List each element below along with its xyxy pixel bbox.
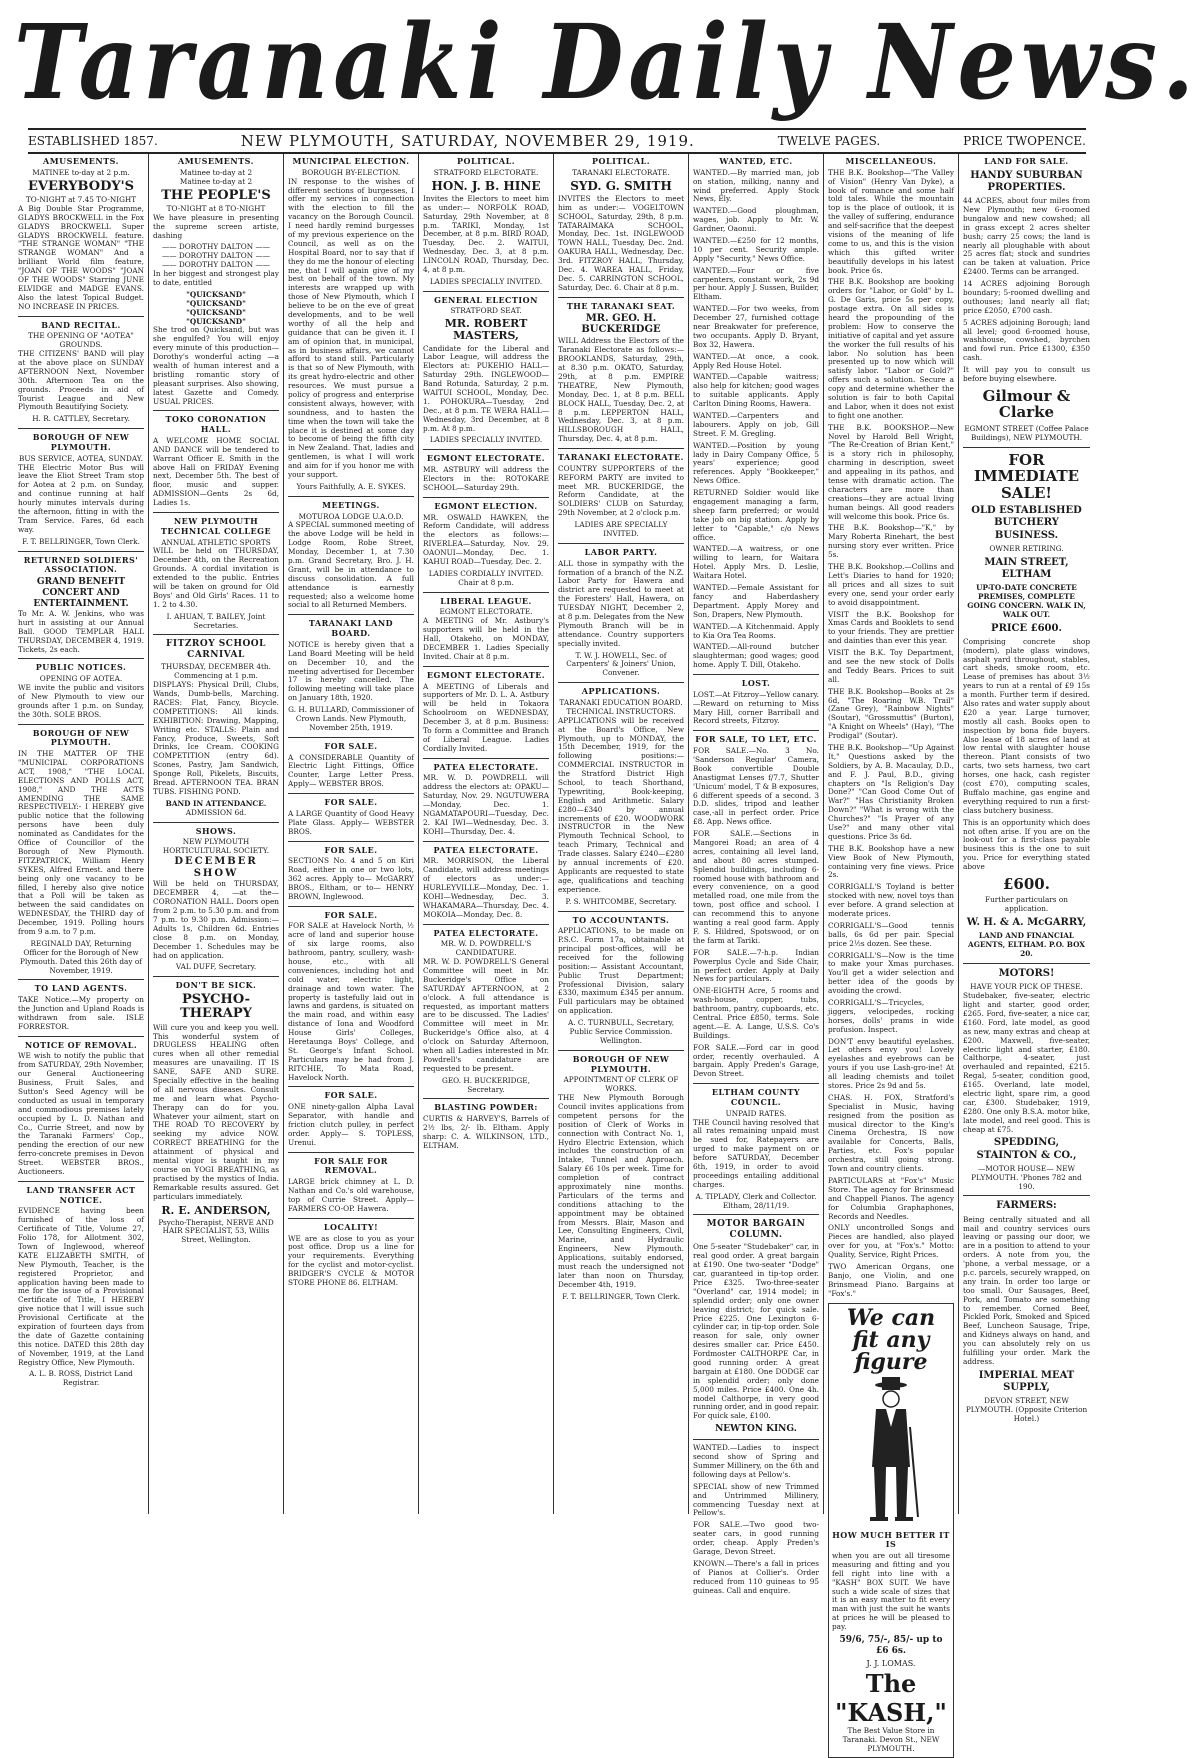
notice-subheading: BUS SERVICE, AOTEA, SUNDAY.	[19, 453, 143, 463]
notice-heading: LIBERAL LEAGUE.	[440, 595, 532, 606]
divider	[18, 1036, 144, 1037]
notice-signature: A. TIPLADY, Clerk and Collector. Eltham, 28/11/19.	[695, 1191, 817, 1210]
notice-line: TO-NIGHT at 8 TO-NIGHT	[166, 203, 266, 213]
theatre-name: EVERYBODY'S	[27, 178, 135, 194]
kash-advertisement	[828, 1303, 954, 1758]
notice-title: PSYCHO-THERAPY	[180, 992, 252, 1022]
notice-subheading: EGMONT ELECTORATE.	[439, 607, 533, 617]
notice-title: DECEMBER SHOW	[174, 856, 258, 880]
notice-body: A SPECIAL summoned meeting of the above Lodge will be held in Lodge Room, Robe Street, Monday, December 1, at 7.30 p.m. Grand Secretary, Bro. J. H. Grant, will be in attendance to discuss consolidation. A full attendance is earnestly requested; also a welcome home social to all Returned Members.	[288, 520, 415, 610]
notice-heading: ELTHAM COUNTY COUNCIL.	[711, 1087, 801, 1107]
dateline	[28, 128, 1086, 154]
divider	[558, 911, 684, 912]
notice-heading: LAND TRANSFER ACT NOTICE.	[26, 1184, 136, 1205]
ad-proprietor: J. J. LOMAS.	[866, 1658, 916, 1668]
classified-ad: DON'T envy beautiful eyelashes. Let others envy you! Lovely eyelashes and eyebrows can be yours if you use Lash-gro-ine! At all leading chemists and toilet stores. Price 2s 9d and 5s.	[828, 1036, 954, 1091]
notice-line: LADIES SPECIALLY INVITED.	[429, 435, 543, 445]
column-8	[959, 154, 1094, 1514]
notice-body: IN THE MATTER OF THE "MUNICIPAL CORPORATIONS ACT, 1908," "THE LOCAL ELECTIONS AND POLLS ACT, 1908," AND THE ACTS AMENDING THE SAME RESPECTIVELY:- I HEREBY give public notice that the following persons have been duly nominated as Candidates for the Office of Councillor of the Borough of New Plymouth. FITZPATRICK, William Henry SYKES, Alfred Ernest. and there being only one vacancy to be filled, I hereby also give notice that a Poll will be taken as between the said candidates on WEDNESDAY, the THIRD day of December, 1919. Polling hours from 9 a.m. to 7 p.m.	[18, 749, 144, 936]
divider	[423, 666, 549, 667]
classified-ad: 5 ACRES adjoining Borough; land all level; good 6-roomed house, washhouse, cowshed, byrchen and fowl run. Price £1300, £350 cash.	[963, 317, 1090, 363]
divider	[423, 924, 549, 925]
notice-signature: VAL DUFF, Secretary.	[175, 962, 257, 972]
classified-ad: FOR SALE.—7-h.p. Indian Powerplus Cycle and Side Chair, in perfect order. Apply at Daily News for particulars.	[693, 947, 819, 984]
classified-ad: FOR SALE.—Ford car in good order, recently overhauled. A bargain. Apply Preden's Garage, Devon Street.	[693, 1042, 819, 1079]
agent-name: Gilmour & Clarke	[982, 386, 1071, 422]
notice-line: TO-NIGHT at 7.45 TO-NIGHT	[25, 194, 137, 204]
notice-line: Chair at 8 p.m.	[458, 577, 514, 587]
notice-body: MR. OSWALD HAWKEN, the Reform Candidate, will address the electors as follows:— RIVERLEA—Saturday, Nov. 29. OAONUI—Monday, Dec. 1. KAHUI ROAD—Tuesday, Dec. 2.	[423, 512, 549, 566]
notice-heading: OPENING OF AOTEA.	[39, 674, 123, 684]
notice-heading: LABOR PARTY.	[584, 546, 658, 557]
notice-body: Invites the Electors to meet him as under:— NORFOLK ROAD, Saturday, 29th November, at 8 p.m. TARIKI, Monday, 1st December, at 8 p.m. BIRD ROAD, Tuesday, Dec. 2. WAITUI, Wednesday, Dec. 3, at 8 p.m. LINCOLN ROAD, Thursday, Dec. 4, at 8 p.m.	[423, 193, 549, 274]
classified-ad: CORRIGALL'S—Tricycles, jiggers, velocipedes, rocking horses, dolls' prams in wide profusion. Inspect.	[828, 998, 954, 1034]
notice-line: "QUICKSAND"	[186, 316, 246, 326]
column-1	[14, 154, 149, 1514]
notice-body: One 5-seater "Studebaker" car, in real good order. A great bargain at £190. One two-seater "Dodge" car, guaranteed in tip-top order. Price £325. Two-three-seater "Overland" car, 1914 model; in splendid order; only one owner leaving district; for quick sale. Price £225. One Lexington 6-cylinder car, in tip-top order. Sole reason for sale, only owner desires smaller car. Price £450. Fordmoster CALTHORPE Car, in good running order. A great bargain at £180. One DODGE car in splendid order; only done 5,000 miles. Price £400. One 4h. model Calthorpe, in very good running order, and in good repair. For quick sale, £100.	[693, 1242, 819, 1421]
classified-ad: CORRIGALL'S—Now is the time to make your Xmas purchases. You'll get a wider selection and better idea of the goods by avoiding the crowd.	[828, 950, 954, 996]
notice-signature: I. AHUAN, T. BAILEY, Joint Secretaries.	[166, 611, 266, 630]
notice-heading: FOR SALE.	[324, 1090, 378, 1101]
notice-line: BAND IN ATTENDANCE.	[165, 798, 267, 808]
section-heading: WANTED, ETC.	[719, 156, 793, 166]
notice-body: FOR SALE at Havelock North, ½ acre of land and superior house of six large rooms, also bathroom, pantry, scullery, wash-house, etc., with all conveniences, including hot and cold water, electric light, drainage and town water. The property is tastefully laid out in lawns and gardens, is situated on the main road, and within easy distance of Iona and Woodford House Girls' Colleges, Heretaunga Boys' College, and St. George's Infant School. Particulars may be had from J. RITCHIE, To Mata Road, Havelock North.	[288, 921, 414, 1082]
column-2	[149, 154, 284, 1514]
divider	[423, 291, 549, 292]
notice-heading: EGMONT ELECTORATE.	[426, 669, 546, 680]
notice-line: ADMISSION 6d.	[185, 807, 247, 817]
classified-ad: LOST.—At Fitzroy—Yellow canary.—Reward on returning to Miss Mary Hill, corner Barriball and Record streets, Fitzroy.	[693, 689, 819, 726]
divider	[153, 512, 279, 513]
divider	[423, 592, 549, 593]
divider	[693, 674, 819, 675]
divider	[693, 730, 819, 731]
notice-heading: PATEA ELECTORATE.	[433, 927, 539, 938]
classified-ad: WANTED.—Position by young lady in Dairy Company Office, 5 years' experience; good references. Apply "Bookkeeper," News Office.	[693, 440, 819, 486]
divider	[288, 496, 414, 497]
notice-line: LADIES ARE SPECIALLY INVITED.	[574, 520, 668, 539]
notice-title: MR. ROBERT MASTERS,	[444, 317, 528, 343]
notice-title: MR. GEO. H. BUCKERIDGE	[581, 313, 661, 336]
divider	[153, 822, 279, 823]
divider	[18, 316, 144, 317]
notice-heading: BAND RECITAL.	[41, 319, 121, 330]
notice-subheading: STRATFORD SEAT.	[450, 306, 522, 316]
ad-headline: We can fit any	[846, 1304, 936, 1353]
ad-prices: 59/6, 75/-, 85/- up to £6 6s.	[839, 1635, 943, 1656]
section-heading: POLITICAL.	[456, 156, 516, 166]
column-7	[824, 154, 959, 1754]
notice-line: LADIES CORDIALLY INVITED.	[428, 568, 544, 578]
classified-ad: THE B.K. BOOKSHOP.—New Novel by Harold Bell Wright, "The Re-Creation of Brian Kent," is a story rich in philosophy, charming in description, sweet and appealing in its pathos, and tense with dramatic action. The characters are more than creations—they are actual living human beings. All good readers will welcome this book. Price 6s.	[828, 422, 954, 521]
classified-ad: 44 ACRES, about four miles from New Plymouth; new 6-roomed bungalow and new cowshed; all in grass except 2 acres shelter bush; carry 25 cows; the land is nearly all ploughable with about 25 acres flat; stock and sundries can be taken at valuation. Price £2400. Terms can be arranged.	[963, 196, 1090, 277]
divider	[288, 793, 414, 794]
classified-ad: WANTED.—Ladies to inspect second show of Spring and Summer Millinery, on the 6th and following days at Pellow's.	[693, 1443, 819, 1479]
notice-signature: F. T. BELLRINGER, Town Clerk.	[22, 536, 140, 546]
notice-line: UP-TO-DATE CONCRETE PREMISES, COMPLETE GOING CONCERN. WALK IN, WALK OUT.	[967, 583, 1086, 619]
divider	[963, 963, 1090, 964]
notice-body: Will cure you and keep you well. This wonderful system of DRUGLESS HEALING often cures when all other remedial measures are unavailing. IT IS SANE, SAFE AND SURE. Specially effective in the healing of all nervous diseases. Consult me and learn what Psycho-Therapy can do for you. Whatever your ailment, start on THE ROAD TO RECOVERY by seeking my advice NOW. CORRECT BREATHING for the attainment of physical and mental vigor is taught in my course on YOGI BREATHING, as practised by the mystics of India. Remarkable results assured. Get particulars immediately.	[153, 1022, 279, 1201]
notice-subheading: ANNUAL ATHLETIC SPORTS	[161, 537, 271, 547]
notice-body: DISPLAYS: Physical Drill, Clubs, Wands, Dumb-bells, Marching. RACES: Flat, Fancy, Bicycle. COMPETITIONS: All kinds. EXHIBITION: Drawing, Mapping, Writing etc. STALLS: Plain and Fancy, Produce, Sweets, Soft Drinks, Ice Cream. COOKING COMPETITION (entry 6d). Scones, Pastry, Jam Sandwich, Sponge Roll, Pikelets, Biscuits, Bread. AFTERNOON TEA. BRAN TUBS. FISHING POND.	[153, 680, 279, 796]
notice-body: EVIDENCE having been furnished of the loss of Certificate of Title, Volume 27, Folio 178, for Allotment 302, Town of Inglewood, whereof KATE ELIZABETH SMITH, of New Plymouth, Teacher, is the registered Proprietor, and application having been made to me for the issue of a Provisional Certificate of Title, I HEREBY give notice that I will issue such Provisional Certificate at the expiration of fourteen days from the date of Gazette containing this notice. DATED this 28th day of November, 1919, at the Land Registry Office, New Plymouth.	[18, 1206, 144, 1367]
classified-ad: THE B.K. Bookshop are booking orders for "Labor, or Gold" by L. G. De Garis, price 5s per copy, postage extra. On all sides is heard the propounding of the problem: How to conserve the initiative of capital and yet assure the worker the full results of his labor. No solution has been presented up to now which will satisfy labor. "Labor or Gold?" offers such a solution. Secure a copy and determine whether the solution is fair to both Capital and Labor, when it does not exist to fight one another.	[828, 277, 954, 420]
notice-heading: EGMONT ELECTION.	[434, 500, 538, 511]
notice-body: Candidate for the Liberal and Labor League, will address the Electors at: PUKEHIO HALL—Saturday 29th. INGLEWOOD—Band Rotunda, Saturday, 2 p.m. WAITUI SCHOOL, Monday, Dec. 1. POHOKURA—Tuesday, 2nd Dec., at 8 p.m. TE WERA HALL—Wednesday, 3rd December, at 8 p.m. At 8 p.m.	[423, 343, 549, 433]
agent-name: IMPERIAL MEAT SUPPLY,	[978, 1369, 1075, 1393]
notice-subheading: MR. W. D. POWDRELL'S CANDIDATURE.	[440, 939, 532, 958]
classified-ad: CHAS. H. FOX, Stratford's Specialist in Music, having resigned from the position as musical director to the King's Cinema Orchestra, IS now available for Concerts, Balls, Parties, etc. Fox's popular orchestra, still going strong. Town and country clients.	[828, 1092, 954, 1174]
section-heading: SHOWS.	[195, 825, 237, 836]
pages-label: TWELVE PAGES.	[777, 134, 881, 148]
classified-ad: WANTED.—Carpenters and labourers. Apply on job, Gill Street. F. M. Gregling.	[693, 411, 819, 438]
notice-body: WILL Address the Electors of the Taranaki Electorate as follows:— BROOKLANDS, Saturday, 29th, at 8.30 p.m. OKATO, Saturday, 29th, at 8 p.m. EMPIRE THEATRE, New Plymouth, Monday, Dec. 1, at 8 p.m. BELL BLOCK HALL, Tuesday, Dec. 2, at 8 p.m. LEPPERTON HALL, Wednesday, Dec. 3, at 8 p.m. HILLSBOROUGH HALL, Thursday, Dec. 4, at 8 p.m.	[558, 336, 684, 444]
classified-ad: ONE-EIGHTH Acre, 5 rooms and wash-house, copper, tubs, bathroom, pantry, cupboards, etc. Central. Price £850, terms. Sole agent.—E. A. Lange, U.S.S. Co's Buildings.	[693, 986, 819, 1040]
notice-body: THE New Plymouth Borough Council invites applications from competent persons for the position of Clerk of Works in connection with Contract No. 1, Hydro Electric Extension, which includes the construction of an Intake, Tunnel and Approach. Salary £6 10s per week. Time for completion of contract approximately nine months. Particulars of the terms and conditions attaching to the appointment may be obtained from Messrs. Blair, Mason and Lee, Consulting Engineers, Civil, Marine, and Hydraulic Engineers, New Plymouth. Applications, suitably endorsed, must reach the undersigned not later than noon on Thursday, December 4th, 1919.	[558, 1093, 684, 1289]
divider	[423, 841, 549, 842]
classified-ad: WANTED.—By married man, job on station, milking, nanny and wind preferred. Apply Stock News, Ely.	[693, 167, 819, 204]
notice-line: "QUICKSAND"	[186, 307, 246, 317]
notice-body: THE Council having resolved that all rates remaining unpaid must be sued for, Ratepayers are urged to make payment on or before SATURDAY, December 6th, 1919, in order to avoid proceedings entailing additional charges.	[693, 1117, 819, 1189]
notice-title: SYD. G. SMITH	[570, 178, 672, 193]
notice-heading: NEW PLYMOUTH HORTICULTURAL SOCIETY.	[162, 837, 270, 856]
ad-tagline: The Best Value Store in Taranaki. Devon St., NEW PLYMOUTH.	[842, 1726, 940, 1754]
notice-heading: TO LAND AGENTS.	[34, 983, 128, 994]
agent-address: —MOTOR HOUSE— NEW PLYMOUTH. 'Phones 782 and 190.	[971, 1163, 1082, 1191]
agent-address: LAND AND FINANCIAL AGENTS, ELTHAM. P.O. BOX 20.	[968, 931, 1085, 959]
notice-heading: FITZROY SCHOOL CARNIVAL	[166, 639, 266, 661]
notice-line: Commencing at 1 p.m.	[174, 671, 258, 681]
notice-body: A LARGE Quantity of Good Heavy Plate Glass. Apply— WEBSTER BROS.	[288, 808, 414, 836]
notice-body: WILL be held on THURSDAY, December 4th, on the Recreation Grounds. A cordial invitation is extended to the public. Entries will be taken on ground for Old Boys' and Old Girls' Races. 11 to 1. 2 to 4.30.	[153, 546, 279, 609]
divider	[423, 497, 549, 498]
column-3	[284, 154, 419, 1514]
ad-headline: figure	[854, 1348, 928, 1375]
divider	[288, 737, 414, 738]
section-heading: LAND FOR SALE.	[984, 156, 1069, 166]
notice-body: LARGE brick chimney at L. D. Nathan and Co.'s old warehouse, top of Currie Street. Apply— FARMERS CO-OP. Hawera.	[288, 1177, 414, 1213]
classified-ad: THE B.K. Bookshop have a new View Book of New Plymouth, containing very fine views. Price 2s.	[828, 843, 954, 880]
divider	[558, 1050, 684, 1051]
notice-body: WE wish to notify the public that from SATURDAY, 29th November, our General Auctioneering Business, Fruit Sales, and Sutton's Seed Agency will be conducted as usual in temporary and commodious premises lately occupied by L. D. Nathan and Co., Currie Street, and now by the Taranaki Farmers' Cop., pending the erection of our new ferro-concrete premises in Devon Street. WEBSTER BROS., Auctioneers.	[18, 1051, 144, 1177]
classified-ad: THE B.K. Bookshop—"The Valley of Vision" (Henry Van Dyke), a book of romance and some half told tales. While the mountain top is the place of outlook, it is the valley of suffering, endurance and self-sacrifice that the deepest visions of the meaning of life come to us, and this is the vision which this gifted writer beautifully develops in his latest book. Price 6s.	[828, 167, 954, 275]
notice-heading: FOR SALE.	[324, 844, 378, 855]
notice-title: HANDY SUBURBAN PROPERTIES.	[970, 169, 1083, 193]
notice-heading: MOTUROA LODGE U.A.O.D.	[298, 511, 404, 521]
classified-ad: WANTED.—£250 for 12 months, 10 per cent. Security ample. Apply "Security," News Office.	[693, 235, 819, 263]
notice-line: Matinee to-day at 2	[179, 167, 253, 177]
notice-heading: NOTICE OF REMOVAL.	[24, 1039, 138, 1050]
notice-heading: TOKO CORONATION HALL.	[165, 414, 267, 435]
divider	[18, 551, 144, 552]
notice-signature: Yours Faithfully, A. E. SYKES.	[296, 481, 406, 491]
notice-line: LADIES SPECIALLY INVITED.	[429, 276, 543, 286]
established-label: ESTABLISHED 1857.	[28, 134, 158, 148]
notice-body: To Mr. A. W. Jenkins, who was hurt in assisting at our Annual Ball. GOOD TEMPLAR HALL THURSDAY, DECEMBER 4, 1919. Tickets, 2s each.	[18, 608, 144, 654]
notice-signature: Psycho-Therapist, NERVE AND HAIR SPECIALIST, 53, Willis Street, Wellington.	[158, 1217, 274, 1245]
ad-body: when you are out all tiresome measuring and fitting and you fell right into line with a "KASH" BOX SUIT. We have such a wide scale of sizes that it is an easy matter to fit every man with just the suit he wants at prices he will be pleased to pay.	[832, 1551, 950, 1632]
notice-title: FOR IMMEDIATE SALE!	[973, 450, 1080, 502]
notice-heading: DON'T BE SICK.	[175, 980, 257, 991]
divider	[963, 447, 1090, 448]
classified-ad: WANTED.—For two weeks, from December 27, furnished cottage near Breakwater for preference, two occupants. Apply D. Bryant, Box 32, Hawera.	[693, 304, 819, 349]
notice-heading: FOR SALE.	[324, 740, 378, 751]
notice-heading: EGMONT ELECTORATE.	[426, 453, 546, 464]
notice-line: —— DOROTHY DALTON ——	[161, 251, 271, 261]
notice-signature: A. L. B. ROSS, District Land Registrar.	[29, 1369, 133, 1388]
divider	[18, 658, 144, 659]
notice-subheading: HAVE YOUR PICK OF THESE.	[970, 982, 1083, 992]
notice-heading: LOCALITY!	[323, 1221, 379, 1232]
ad-subheading: HOW MUCH BETTER IT IS	[832, 1529, 950, 1550]
divider	[693, 1083, 819, 1084]
classified-ad: CORRIGALL'S Toyland is better stocked with new, novel toys than ever before. A grand selection at moderate prices.	[828, 882, 954, 918]
section-heading: FARMERS:	[996, 1200, 1057, 1212]
notice-body: A MEETING of Mr. Astbury's supporters will be held in the Hall, Otakeho, on MONDAY, DECEMBER 1. Ladies Specially Invited. Chair at 8 p.m.	[423, 616, 549, 661]
notice-body: THE CITIZENS' BAND will play at the above place on SUNDAY AFTERNOON Next, November 30th. Afternoon Tea on the grounds. Proceeds in aid of Tourist League and New Plymouth Beautifying Society.	[18, 349, 144, 412]
notice-heading: TARANAKI ELECTORATE.	[558, 452, 684, 463]
section-heading: POLITICAL.	[591, 156, 651, 166]
section-heading: MISCELLANEOUS.	[845, 156, 937, 166]
agent-name: W. H. & A. McGARRY,	[966, 917, 1087, 929]
notice-subheading: TARANAKI ELECTORATE.	[572, 167, 670, 177]
classified-ad: SPECIAL show of new Trimmed and Untrimmed Millinery, commencing Tuesday next at Pellow's.	[693, 1481, 819, 1518]
classified-ad: WANTED.—A Kitchenmaid. Apply to Kia Ora Tea Rooms.	[693, 621, 819, 640]
notice-subheading: THE OPENING OF "AOTEA" GROUNDS.	[28, 331, 134, 350]
gentleman-illustration-icon	[856, 1377, 926, 1527]
theatre-name: THE PEOPLE'S	[161, 187, 271, 203]
agent-address: DEVON STREET, NEW PLYMOUTH. (Opposite Criterion Hotel.)	[965, 1396, 1088, 1423]
notice-line: —— DOROTHY DALTON ——	[161, 242, 271, 252]
notice-body: ALL those in sympathy with the formation of a branch of the N.Z. Labor Party for Hawera and district are requested to meet at the Foresters' Hall, Hawera, on TUESDAY NIGHT, December 2, at 8 p.m. Delegates from the New Plymouth Branch will be in attendance. Country supporters specially invited.	[558, 558, 684, 648]
divider	[18, 428, 144, 429]
notice-body: IN response to the wishes of different sections of burgesses, I offer my services in connection with the election to fill the vacancy on the Borough Council. I need hardly remind burgesses of my previous experience on the Council, as well as on the Hospital Board, nor to say that if they do me the honour of electing me, that I will again give of my best on behalf of the town. My interests are wrapped up with those of New Plymouth, which I believe to be on the eve of great developments, and to be well worthy of all the help and guidance that can be given it. I am of opinion that, in municipal, as in business affairs, we cannot afford to stand still. Particularly is that so of New Plymouth, with its great hydro-electric and other resources. We must pursue a policy of progress and enterprise consistent always, however, with soundness, and to hasten the time when the town will take the place it is destined at some day to become of being the fifth city in New Zealand. That, ladies and gentlemen, is what I will work and aim for if you honor me with your support.	[288, 176, 414, 480]
section-heading: MUNICIPAL ELECTION.	[292, 156, 410, 166]
divider	[288, 1218, 414, 1219]
classified-ad: FOR SALE.—No. 3 No. 'Sanderson Regular' Camera, Book convertible Double Anastigmat Lenses f/7.7, Shutter 'Unicum' model, T & B exposures, 6 different speeds of a second. 3 D.D. slides, tripod and leather case,-all in perfect order. Price £8. App. News office.	[693, 746, 819, 827]
notice-heading: RETURNED SOLDIERS' ASSOCIATION.	[23, 554, 139, 575]
section-heading: AMUSEMENTS.	[43, 156, 119, 166]
notice-line: MATINEE to-day at 2 p.m.	[32, 167, 130, 177]
classified-ad: THE B.K. Bookshop—"K," by Mary Roberta Rinehart, the best nursing story ever written. Price 5s.	[828, 523, 954, 560]
classified-ad: THE B.K. Bookshop—Books at 2s 6d, "The Roaring W.B. Trail" (Zane Grey), "Rainbow Nights" (Soutar), "Grossmuttis" (Burton), "A Knight on Wheels" (Hay), "The Prodigal" (Soutar).	[828, 686, 954, 741]
notice-body: A Big Double Star Programme, GLADYS BROCKWELL in the Fox GLADYS BROCKWELL Super GLADYS BROCKWELL feature. "THE STRANGE WOMAN" "THE STRANGE WOMAN" And a brilliant World film feature, "JOAN OF THE WOODS" "JOAN OF THE WOODS" Starring JUNE ELVIDGE and MADGE EVANS. Also the latest Topical Budget. NO INCREASE IN PRICES.	[18, 203, 144, 311]
classified-ad: 14 ACRES adjoining Borough boundary; 5-roomed dwelling and outhouses; land nearly all flat; price £2050, £700 cash.	[963, 279, 1090, 315]
classified-ad: PARTICULARS at "Fox's" Music Store. The agency for Brinsmead and Chappell Pianos. The agency for Columbia Graphaphones, Records and Needles.	[828, 1175, 954, 1221]
notice-line: Matinee to-day at 2	[179, 176, 253, 186]
notice-heading: NEW PLYMOUTH TECHNICAL COLLEGE	[160, 516, 272, 536]
notice-body: Comprising concrete shop (modern), plate glass windows, asphalt yard throughout, stables, cart sheds, smoke room, etc. Lease of premises has about 3½ years to run at a rental of £9 15s a month. Further term if desired. Also rates and water supply about £20 a year. Large turnover, mostly all cash. Books open to inspection by bona fide buyers. Also lease of 18 acres of land at low rental with slaughter house thereon. Plant consists of two carts, two sets harness, two cart horses, one hack, cash register (cost £70), computing scales, Buffalo machine, gas engine and everything required to run a first-class butchery business.	[963, 636, 1090, 815]
agent-address: EGMONT STREET (Coffee Palace Buildings), NEW PLYMOUTH.	[964, 423, 1089, 442]
notice-line: "QUICKSAND"	[186, 298, 246, 308]
notice-body: We have pleasure in presenting the supreme screen artiste, dashing	[153, 212, 279, 240]
notice-heading: FOR SALE FOR REMOVAL.	[314, 1155, 388, 1176]
notice-signature: H. R. CATTLEY, Secretary.	[32, 414, 130, 424]
notice-body: This is an opportunity which does not often arise. If you are on the look-out for a first-class payable business this is the one to suit you. Price for everything stated above	[963, 817, 1090, 872]
agent-name: SPEDDING, STAINTON & CO.,	[976, 1137, 1077, 1161]
notice-signature: REGINALD DAY, Returning Officer for the Borough of New Plymouth. Dated this 26th day of November, 1919.	[20, 938, 142, 975]
notice-body: APPLICATIONS will be received at the Board's Office, New Plymouth, up to MONDAY, the 15th December, 1919, for the following positions:— COMMERCIAL INSTRUCTOR in the Stratford District High School, to teach Shorthand, Typewriting, Book-keeping, English and Arithmetic. Salary £280—£340 by annual increments of £20. WOODWORK INSTRUCTOR in the New Plymouth Technical School, to teach Primary, Technical and Trade classes. Salary £240—£280 by annual increments of £20. Applicants are requested to state age, qualifications and teaching experience.	[558, 715, 684, 894]
classified-ad: VISIT the B.K. Bookshop for Xmas Cards and Booklets to send to your friends. They are prettier and dainties than ever this year.	[828, 609, 954, 646]
notice-line: —— DOROTHY DALTON ——	[161, 260, 271, 270]
notice-heading: TARANAKI LAND BOARD.	[308, 618, 394, 639]
notice-heading: MOTOR BARGAIN COLUMN.	[706, 1219, 806, 1241]
divider	[288, 1086, 414, 1087]
notice-body: She trod on Quicksand, but was she engulfed? You will enjoy every minute of this production—Dorothy's wonderful acting —a wealth of human interest and a bristling romantic story of pleasant surprises. Also showing, latest Gazette and Comedy. USUAL PRICES.	[153, 325, 279, 406]
divider	[693, 1439, 819, 1440]
notice-heading: FOR SALE.	[324, 797, 378, 808]
divider	[153, 976, 279, 977]
divider	[423, 758, 549, 759]
divider	[963, 1195, 1090, 1196]
divider	[153, 634, 279, 635]
notice-signature: T. W. J. HOWELL, Sec. of Carpenters' & Joiners' Union, Convener.	[566, 650, 676, 678]
classified-ad: WANTED.—Good ploughman, wages, job. Apply to Mr. W. Gardner, Oaonui.	[693, 206, 819, 234]
notice-subheading: UNPAID RATES.	[725, 1108, 787, 1118]
notice-signature: P. S. WHITCOMBE, Secretary.	[565, 896, 677, 906]
notice-body: Will be held on THURSDAY, DECEMBER 4, —at the— CORONATION HALL. Doors open from 2 p.m. to 5.30 p.m. and from 7 p.m. to 9.30 p.m. Admission:—Adults 1s, Children 6d. Entries close 8 p.m. on Monday, December 1. Schedules may be had on application.	[153, 879, 279, 960]
notice-body: MR. ASTBURY will address the Electors in the: ROTOKARE SCHOOL—Saturday 29th.	[423, 465, 549, 492]
notice-body: SECTIONS No. 4 and 5 on Kiri Road, either in one or two lots, 362 acres. Apply to— McGARRY BROS., Eltham, or to— HENRY BROWN, Inglewood.	[288, 856, 414, 901]
notice-heading: BOROUGH OF NEW PLYMOUTH.	[572, 1053, 670, 1074]
divider	[18, 979, 144, 980]
newspaper-title: Taranaki Daily News.	[14, 1, 1199, 123]
section-heading: LOST.	[741, 678, 771, 689]
notice-body: MR. W. D. POWDRELL will address the electors at: OPAKU—Saturday, Nov. 29. NGUTUWERA—Monday, Dec. 1. NGAMATAPOURI—Tuesday, Dec. 2. KAI IWI—Wednesday, Dec. 3. KOHI—Thursday, Dec. 4.	[423, 773, 549, 836]
notice-body: ONE ninety-gallon Alpha Laval Separator, with handle and friction clutch pulley, in perfect order. Apply— S. TOPLESS, Urenui.	[288, 1102, 414, 1147]
divider	[423, 449, 549, 450]
section-heading: APPLICATIONS.	[581, 686, 661, 697]
column-6	[689, 154, 824, 1595]
notice-heading: TO ACCOUNTANTS.	[572, 914, 670, 925]
notice-subheading: BOROUGH BY-ELECTION.	[301, 167, 401, 177]
classified-ad: WANTED.—At once, a cook. Apply Red House Hotel.	[693, 351, 819, 370]
date-place-label: NEW PLYMOUTH, SATURDAY, NOVEMBER 29, 1919.	[240, 132, 695, 150]
notice-body: CURTIS & HARVEY'S, Barrels of 2½ lbs, 2/- lb. Eltham. Apply sharp: C. A. WILKINSON, LTD., ELTHAM.	[423, 1114, 549, 1150]
notice-body: TAKE Notice.—My property on the Junction and Upland Roads is withdrawn from sale. ISLE FORRESTOR.	[18, 995, 144, 1031]
section-heading: AMUSEMENTS.	[178, 156, 254, 166]
column-5	[554, 154, 689, 1514]
divider	[558, 543, 684, 544]
classified-ad: TWO American Organs, one Banjo, one Violin, and one Brinsmead Piano. Bargains at "Fox's."	[828, 1261, 954, 1298]
classified-ad: It will pay you to consult us before buying elsewhere.	[963, 365, 1090, 384]
classified-ad: WANTED.—Capable waitress; also help for kitchen; good wages to suitable applicants. Apply Carlton Dining Rooms, Hawera.	[693, 372, 819, 409]
columns	[14, 154, 1100, 1754]
notice-signature: NEWTON KING.	[715, 1424, 797, 1435]
notice-signature: GEO. H. BUCKERIDGE, Secretary.	[442, 1075, 530, 1094]
classified-ad: CORRIGALL'S—Good tennis balls, 6s 6d per pair. Special price 2½s dozen. See these.	[828, 920, 954, 948]
classified-ad: FOR SALE.—Sections in Mangorei Road; an area of 4 acres, containing all level land, and about 80 acres stumped. Splendid buildings, including 6-roomed house with bathroom and every convenience, on a good metalled road, one mile from the town, post office and school. I can recommend this to anyone wanting a real good farm. Apply F. S. Hildred, Spotswood, or on the farm at Tariki.	[693, 829, 819, 945]
notice-heading: TARANAKI EDUCATION BOARD. TECHNICAL INSTRUCTORS.	[559, 698, 683, 716]
notice-signature: A. C. TURNBULL, Secretary, Public Service Commission. Wellington.	[567, 1018, 675, 1045]
classified-ad: VISIT the B.K. Toy Department, and see the new stock of Dolls and Teddy Bears. Prices to suit all.	[828, 648, 954, 684]
notice-heading: BOROUGH OF NEW PLYMOUTH.	[32, 432, 130, 452]
notice-body: MR. MORRISON, the Liberal Candidate, will address meetings of electors as under:— HURLEYVILLE—Monday, Dec. 1. KOHI—Wednesday, Dec. 3. WHAKAMARA—Thursday, Dec. 4. MOKOIA—Monday, Dec. 8.	[423, 856, 549, 919]
divider	[693, 1214, 819, 1215]
notice-heading: BLASTING POWDER:	[434, 1102, 538, 1113]
notice-price: PRICE £600.	[991, 622, 1062, 634]
ad-store-name: The "KASH,"	[835, 1668, 947, 1727]
notice-line: "QUICKSAND"	[186, 289, 246, 299]
classified-ad: RETURNED Soldier would like engagement managing a farm, sheep farm preferred; or would take job on big station. Apply by letter to "Capable," c/o News office.	[693, 488, 819, 542]
notice-body: Studebaker, five-seater, electric light and starter, good order, £265. Ford, five-seater, a nice car, £160. Ford, late model, as good as new, many extras and cheap at £200. Maxwell, five-seater, electric light and starter, £180. Calthorpe, 4-seater, just overhauled and repainted, £215. Regal, 5-seater, condition good, £165. Overland, late model, electric light, spare rim, a good car, £300. Studebaker, 1919, £280. One only B.S.A. motor bike, late model, and reel good. This is cheap at £75.	[963, 991, 1090, 1134]
notice-body: APPLICATIONS, to be made on P.S.C. Form 17a, obtainable at principal post-offices, will be received for the following position:— Assistant Accountant, Public Trust Department; Professional Division, salary £330, maximum £345 per annum. Full particulars may be obtained on application.	[558, 926, 684, 1016]
notice-body: A MEETING of Liberals and supporters of Mr. D. L. A. Astbury will be held in Tokaora Schoolroom on WEDNESDAY, December 3, at 8 p.m. Business: To form a Committee and Branch of Liberal League. Ladies Cordially Invited.	[423, 681, 549, 753]
notice-subheading: APPOINTMENT OF CLERK OF WORKS.	[563, 1075, 679, 1094]
divider	[288, 906, 414, 907]
notice-signature: G. H. BULLARD, Commissioner of Crown Lands. New Plymouth, November 25th, 1919.	[288, 705, 414, 732]
notice-body: In her biggest and strongest play to date, entitled	[153, 269, 279, 287]
notice-heading: PATEA ELECTORATE.	[433, 761, 539, 772]
divider	[558, 682, 684, 683]
notice-body: A CONSIDERABLE Quantity of Electric Light Fittings, Office Counter, Large Letter Press. Apply— WEBSTER BROS.	[288, 752, 414, 789]
notice-body: WE invite the public and visitors of New Plymouth to view our grounds after 1 p.m. on Sunday, the 30th. SOLE BROS.	[18, 683, 144, 719]
divider	[288, 1152, 414, 1153]
notice-body: INVITES the Electors to meet him as under:— VOGELTOWN SCHOOL, Saturday, 29th, 8 p.m. TATARAIMAKA SCHOOL, Monday, Dec. 1st. INGLEWOOD TOWN HALL, Tuesday, Dec. 2nd. OAKURA HALL, Wednesday, Dec. 3rd. FITZROY HALL, Thursday, Dec. 4. WAREA HALL, Friday, Dec. 5. CARRINGTON SCHOOL, Saturday, Dec. 6. Chair at 8 p.m.	[558, 193, 684, 292]
notice-body: A WELCOME HOME SOCIAL AND DANCE will be tendered to Warrant Officer E. Smith in the above Hall on FRIDAY Evening next, December 5th. The best of floor, music and supper. ADMISSION—Gents 2s 6d, Ladies 1s.	[153, 435, 279, 508]
notice-signature: F. T. BELLRINGER, Town Clerk.	[562, 1291, 680, 1301]
notice-body: MR. W. D. POWDRELL'S General Committee will meet in Mr. Buckeridge's Office on SATURDAY AFTERNOON, at 2 o'clock. A full attendance is requested, as important matters are to be discussed. The Ladies' Committee will meet in Mr. Buckeridge's Office also, at 4 o'clock on Saturday Afternoon, when all Ladies interested in Mr. Powdrell's candidature are requested to be present.	[423, 957, 549, 1073]
divider	[18, 1181, 144, 1182]
notice-heading: BOROUGH OF NEW PLYMOUTH.	[32, 727, 130, 748]
classified-ad: THE B.K. Bookshop.—Collins and Lett's Diaries to hand for 1920; all prices and all sizes to suit every one, send your order early to avoid disappointment.	[828, 562, 954, 607]
notice-title: GRAND BENEFIT CONCERT AND ENTERTAINMENT.	[33, 577, 129, 610]
classified-ad: WANTED.—All-round butcher slaughterman; good wages; good home. Apply T. Dill, Otakeho.	[693, 642, 819, 670]
notice-heading: PATEA ELECTORATE.	[433, 844, 539, 855]
divider	[288, 841, 414, 842]
notice-line: THURSDAY, DECEMBER 4th.	[161, 662, 271, 672]
notice-heading: THE TARANAKI SEAT.	[566, 300, 676, 311]
notice-line: Further particulars on application.	[985, 895, 1068, 914]
classified-ad: THE B.K. Bookshop—"Up Against It," Questions asked by the Soldiers, by A. B. Macaulay, D.D., and F. J. Paul, B.D., giving chapters on "Is Religion's Day Done?" "Can Good Come Out of War?" "Has Christianity Broken Down?" "What is wrong with the Churches?" "Is Prayer of any Use?" and many other vital questions. Price 3s 6d.	[828, 742, 954, 841]
notice-body: Being centrally situated and all mail and country services ours leaving or passing our door, we are in a position to attend to your orders. A note from you, the 'phone, a verbal message, or a p.c. parcels, securely wrapped, on any train. In order too large or too small. Our Sausages, Beef, Pork, and Tomato are something to remember. Corned Beef, Pickled Pork, Smoked and Spiced Beef, Luncheon Sausage, Tripe, and Kidneys always on hand, and you can absolutely rely on us fulfilling your order. Mark the address.	[963, 1214, 1090, 1366]
classified-ad: KNOWN.—There's a fall in prices of Pianos at Collier's. Order reduced from 110 guineas to 95 guineas. Call and enquire.	[693, 1558, 819, 1595]
notice-title: HON. J. B. HINE	[431, 178, 541, 193]
notice-body: THE Electric Motor Bus will leave the Eliot Street Tram stop for Aotea at 2 p.m. on Sunday, and continue running at half hourly minutes intervals during the afternoon, fitting in with the Tram Service. Fares, 6d each way.	[18, 462, 144, 534]
notice-subheading: STRATFORD ELECTORATE.	[433, 167, 539, 177]
divider	[423, 1098, 549, 1099]
notice-heading: GENERAL ELECTION	[434, 294, 538, 305]
classified-ad: WANTED.—A waitress, or one willing to learn, for Waitara Hotel. Apply Mrs. D. Leslie, Waitara Hotel.	[693, 544, 819, 581]
price-label: PRICE TWOPENCE.	[963, 134, 1086, 148]
divider	[558, 297, 684, 298]
notice-line: OWNER RETIRING.	[989, 543, 1064, 553]
divider	[558, 448, 684, 449]
notice-body: COUNTRY SUPPORTERS of the REFORM PARTY are invited to meet MR. BUCKERIDGE, the Reform Candidate, at the SOLDIERS' CLUB on Saturday, 29th November, at 2 o'clock p.m.	[558, 463, 684, 518]
classified-ad: FOR SALE.—Two good two-seater cars, in good running order, cheap. Apply Preden's Garage, Devon Street.	[693, 1520, 819, 1556]
section-heading: MOTORS!	[998, 968, 1055, 980]
notice-price: £600.	[1003, 874, 1050, 893]
notice-body: WE are as close to you as your post office. Drop us a line for your requirements. Everything for the cyclist and motor-cyclist. BRIDGER'S CYCLE & MOTOR STORE PHONE 86. ELTHAM.	[288, 1233, 414, 1287]
notice-body: NOTICE is hereby given that a Land Board Meeting will be held on December 10, and the meeting advertised for December 17 is hereby cancelled. The following meeting will take place on January 18th, 1920.	[288, 639, 414, 703]
notice-heading: FOR SALE.	[324, 909, 378, 920]
classified-ad: WANTED.—Female Assistant for fancy and Haberdashery Department. Apply Morey and Son, Drapers, New Plymouth.	[693, 583, 819, 619]
section-heading: MEETINGS.	[322, 499, 380, 510]
notice-subheading: MAIN STREET, ELTHAM	[984, 556, 1069, 580]
notice-title: R. E. ANDERSON,	[161, 1203, 271, 1217]
section-heading: FOR SALE, TO LET, ETC.	[695, 734, 817, 745]
classified-ad: WANTED.—Four or five carpenters, constant work, 2s 9d per hour. Apply J. Sussen, Builder, Eltham.	[693, 265, 819, 302]
classified-ad: ONLY uncontrolled Songs and Pieces are handled, also played over for you, at "Fox's." Motto: Quality, Service, Right Prices.	[828, 1223, 954, 1260]
notice-subheading: OLD ESTABLISHED BUTCHERY BUSINESS.	[971, 505, 1082, 541]
divider	[153, 410, 279, 411]
divider	[18, 724, 144, 725]
section-heading: PUBLIC NOTICES.	[35, 662, 127, 673]
masthead	[14, 1, 1199, 123]
column-4	[419, 154, 554, 1514]
divider	[288, 614, 414, 615]
